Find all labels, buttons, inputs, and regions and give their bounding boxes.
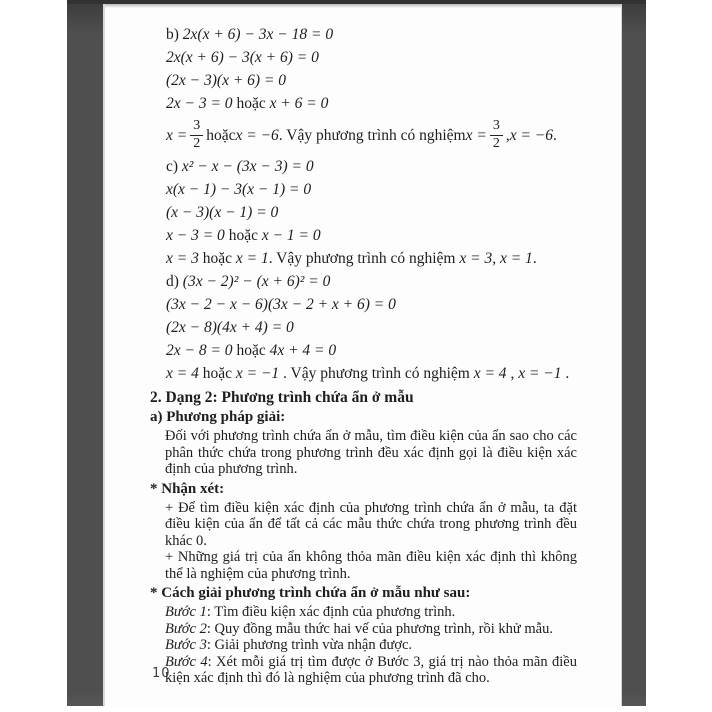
equation-line bbox=[166, 227, 577, 245]
fraction bbox=[490, 119, 503, 151]
step-3-label: Bước 3 bbox=[165, 637, 207, 653]
text-segment: , bbox=[505, 127, 510, 144]
text-segment: . bbox=[532, 250, 537, 267]
math-segment: x = 4 bbox=[166, 365, 199, 382]
fraction-numerator: 3 bbox=[190, 119, 203, 136]
math-segment: (3x − 2 − x − 6)(3x − 2 + x + 6) = 0 bbox=[166, 296, 396, 313]
equation-line bbox=[166, 26, 577, 44]
page-surface bbox=[103, 0, 622, 706]
fraction-numerator: 3 bbox=[490, 119, 503, 136]
math-segment: x = 4 bbox=[473, 365, 507, 382]
math-segment: 2x(x + 6) − 3x − 18 = 0 bbox=[182, 26, 334, 43]
text-segment: hoặc bbox=[198, 365, 236, 382]
step-1-text: : Tìm điều kiện xác định của phương trình. bbox=[206, 604, 456, 620]
book-page-scan bbox=[67, 0, 646, 706]
fraction bbox=[190, 119, 203, 151]
math-segment: 2x − 3 = 0 bbox=[166, 95, 233, 112]
method-paragraph: Đối với phương trình chứa ẩn ở mẫu, tìm điều kiện của ẩn sao cho các phân thức chứa trong phương trình đều xác định gọi là điều kiện xác định của phương trình. bbox=[165, 428, 577, 477]
page-right-edge-bar bbox=[622, 0, 646, 706]
step-3-text: : Giải phương trình vừa nhận được. bbox=[206, 637, 413, 653]
math-segment: x = −1 bbox=[235, 365, 280, 382]
step-3 bbox=[165, 637, 577, 654]
math-segment: x = bbox=[166, 127, 188, 144]
text-segment: hoặc bbox=[232, 95, 270, 112]
equation-line bbox=[166, 158, 577, 176]
math-segment: (2x − 8)(4x + 4) = 0 bbox=[166, 319, 294, 336]
step-4-label: Bước 4 bbox=[165, 653, 208, 670]
text-segment: , bbox=[492, 250, 500, 267]
math-segment: x = 3 bbox=[166, 250, 199, 267]
math-segment: x² − x − (3x − 3) = 0 bbox=[181, 158, 314, 175]
math-segment: x = 3 bbox=[459, 250, 493, 267]
math-segment: x = −6 bbox=[509, 127, 553, 144]
page-number: 10 bbox=[152, 666, 171, 681]
text-segment: hoặc bbox=[224, 227, 262, 244]
fraction-denominator: 2 bbox=[193, 135, 201, 151]
math-segment: x − 3 = 0 bbox=[166, 227, 225, 244]
step-4-text: : Xét mỗi giá trị tìm được ở Bước 3, giá trị nào thỏa mãn điều kiện xác định thì đó là nghiệm của phương trình đã cho. bbox=[165, 653, 577, 686]
math-segment: x = −6 bbox=[235, 127, 279, 144]
equation-line bbox=[166, 118, 577, 154]
math-segment: 2x(x + 6) − 3(x + 6) = 0 bbox=[166, 49, 319, 66]
text-segment: , bbox=[506, 365, 519, 382]
text-segment: . Vậy phương trình có nghiệm bbox=[279, 365, 474, 382]
equation-line bbox=[166, 95, 577, 113]
math-segment: (3x − 2)² − (x + 6)² = 0 bbox=[182, 273, 331, 290]
step-4 bbox=[165, 654, 577, 687]
step-1-label: Bước 1 bbox=[165, 604, 207, 620]
equation-line bbox=[166, 319, 577, 337]
equation-line bbox=[166, 181, 577, 199]
equation-line bbox=[166, 250, 577, 268]
math-segment: x = 1 bbox=[499, 250, 533, 267]
solution-equations-block bbox=[166, 26, 577, 383]
math-segment: 2x − 8 = 0 bbox=[166, 342, 233, 359]
remark-item-1: + Để tìm điều kiện xác định của phương trình chứa ẩn ở mẫu, ta đặt điều kiện của ẩn để tất cả các mẫu thức chứa trong phương trình đều khác 0. bbox=[165, 499, 577, 549]
fraction-denominator: 2 bbox=[492, 135, 500, 151]
step-2-label: Bước 2 bbox=[165, 620, 207, 637]
text-segment: . bbox=[561, 365, 570, 382]
equation-line bbox=[166, 296, 577, 314]
text-segment: hoặc bbox=[232, 342, 270, 359]
steps-heading: * Cách giải phương trình chứa ẩn ở mẫu như sau: bbox=[150, 585, 471, 601]
math-segment: x − 1 = 0 bbox=[261, 227, 321, 244]
equation-line bbox=[166, 273, 577, 291]
math-segment: (2x − 3)(x + 6) = 0 bbox=[166, 72, 287, 89]
text-segment: . bbox=[553, 127, 557, 144]
page-left-edge-bar bbox=[67, 0, 103, 706]
math-segment: x(x − 1) − 3(x − 1) = 0 bbox=[166, 181, 312, 198]
text-segment: . Vậy phương trình có nghiệm bbox=[268, 250, 460, 267]
equation-line bbox=[166, 49, 577, 67]
text-segment: d) bbox=[166, 273, 183, 290]
equation-line bbox=[166, 72, 577, 90]
text-segment: hoặc bbox=[206, 127, 236, 144]
text-segment: b) bbox=[166, 26, 183, 43]
text-segment: . Vậy phương trình có nghiệm bbox=[278, 127, 466, 144]
text-segment: hoặc bbox=[198, 250, 236, 267]
math-segment: x + 6 = 0 bbox=[269, 95, 329, 112]
page-content bbox=[150, 26, 577, 687]
equation-line bbox=[166, 342, 577, 360]
equation-line bbox=[166, 204, 577, 222]
section-heading: 2. Dạng 2: Phương trình chứa ẩn ở mẫu bbox=[150, 389, 414, 406]
math-segment: x = bbox=[465, 127, 487, 144]
equation-line bbox=[166, 365, 577, 383]
method-subheading: a) Phương pháp giải: bbox=[150, 409, 286, 425]
math-segment: (x − 3)(x − 1) = 0 bbox=[166, 204, 279, 221]
step-2-text: : Quy đồng mẫu thức hai vế của phương trình, rồi khử mẫu. bbox=[206, 620, 553, 637]
math-segment: x = −1 bbox=[518, 365, 562, 382]
math-segment: 4x + 4 = 0 bbox=[269, 342, 337, 359]
step-1 bbox=[165, 604, 577, 621]
step-2 bbox=[165, 621, 577, 638]
remark-item-2: + Những giá trị của ẩn không thỏa mãn điều kiện xác định thì không thể là nghiệm của phương trình. bbox=[165, 549, 577, 582]
remark-heading: * Nhận xét: bbox=[150, 480, 225, 497]
text-segment: c) bbox=[166, 158, 182, 175]
math-segment: x = 1 bbox=[235, 250, 269, 267]
